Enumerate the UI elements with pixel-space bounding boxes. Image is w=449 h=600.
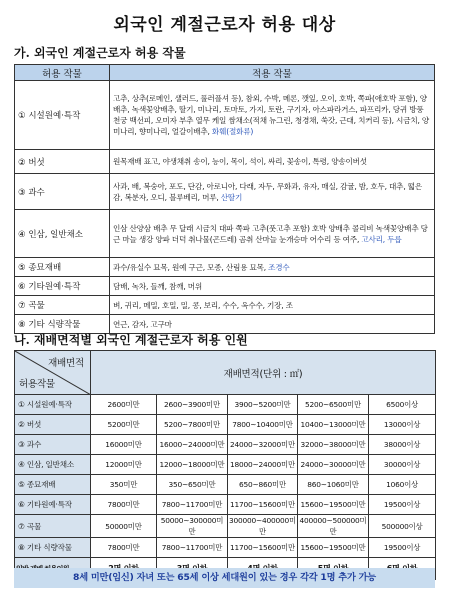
crop-list-highlight: 산딸기 — [220, 192, 243, 202]
row-label: ① 시설원예·특작 — [15, 395, 91, 415]
area-cell: 350~650미만 — [157, 475, 228, 495]
crops-table — [14, 64, 435, 334]
area-cell: 16000~24000미만 — [157, 435, 228, 455]
crop-list-text: 고추, 상추(로메인, 샐러드, 풀러플셔 등), 참외, 수박, 메론, 깻잎, 오이, 호박, 쪽파(애호박 포함), 양배추, 녹색꽃양배추, 딸기, 미나리, 토마토, 가지, 토란, 구기자, 아스파라거스, 파프리카, 당귀 방풍 천궁 백선피, 오미자 부추 열무 케일 쌈채소(적채 뉴그린, 청경채, 쑥갓, 근대, 치커리 등), 시금치, 양미나리, 향미나리, 얼갈이배추, — [113, 94, 430, 136]
table-row — [15, 455, 436, 475]
area-cell: 300000~400000미만 — [229, 516, 296, 536]
area-cell: 24000~32000미만 — [228, 435, 298, 455]
area-cell: 11700~15600미만 — [228, 538, 298, 558]
area-cell: 350미만 — [91, 475, 157, 495]
area-cell: 7800~11700미만 — [157, 538, 228, 558]
section-heading-crops: 가. 외국인 계절근로자 허용 작물 — [14, 46, 186, 60]
area-cell: 32000~38000미만 — [298, 435, 369, 455]
table-row — [15, 538, 436, 558]
area-cell: 19500이상 — [369, 538, 436, 558]
area-cell: 7800~10400미만 — [228, 415, 298, 435]
crop-list — [110, 210, 435, 258]
section-heading-area: 나. 재배면적별 외국인 계절근로자 허용 인원 — [14, 333, 248, 347]
header-crop: 허용 작물 — [15, 65, 110, 81]
table-row — [15, 515, 436, 538]
row-label: ⑦ 곡물 — [15, 515, 91, 538]
footnote-banner: 8세 미만(임신) 자녀 또는 65세 이상 세대원이 있는 경우 각각 1명 추가 가능 — [14, 568, 435, 588]
area-cell: 30000이상 — [369, 455, 436, 475]
crop-list-text: 벼, 귀리, 메밀, 호밀, 밀, 콩, 보리, 수수, 옥수수, 기장, 조 — [113, 300, 293, 310]
area-cell: 18000~24000미만 — [228, 455, 298, 475]
area-cell: 15600~19500미만 — [298, 495, 369, 515]
row-label: ⑧ 기타 식량작물 — [15, 538, 91, 558]
area-cell: 5200~7800미만 — [157, 415, 228, 435]
table-row — [15, 258, 435, 277]
table-row — [15, 435, 436, 455]
row-label: ⑤ 종묘재배 — [15, 475, 91, 495]
crop-list-text: 사과, 배, 복숭아, 포도, 단감, 아로니아, 다래, 자두, 무화과, 유자, 매실, 감귤, 밤, 호두, 대추, 떫은감, 복분자, 오디, 블루베리, 머루, — [113, 181, 423, 202]
area-header: 재배면적(단위 : ㎡) — [91, 351, 436, 395]
crop-list — [110, 296, 435, 315]
corner-cell — [15, 351, 91, 395]
area-cell: 3900~5200미만 — [228, 395, 298, 415]
area-cell: 38000이상 — [369, 435, 436, 455]
crop-name: ⑧ 기타 식량작물 — [15, 315, 110, 334]
crop-list-text: 원목재배 표고, 야생채취 송이, 능이, 목이, 석이, 싸리, 꽃송이, 톡령, 양송이버섯 — [113, 157, 367, 166]
area-table-header — [15, 351, 436, 395]
area-cell: 500000이상 — [369, 515, 436, 538]
area-cell: 19500이상 — [369, 495, 436, 515]
crop-name: ⑦ 곡물 — [15, 296, 110, 315]
area-table — [14, 350, 436, 580]
area-cell: 7800미만 — [91, 495, 157, 515]
area-cell: 2600미만 — [91, 395, 157, 415]
row-label: ④ 인삼, 일반채소 — [15, 455, 91, 475]
table-row — [15, 296, 435, 315]
row-label: ⑥ 기타원예·특작 — [15, 495, 91, 515]
crop-name: ② 버섯 — [15, 150, 110, 174]
table-row — [15, 174, 435, 210]
crop-list — [110, 277, 435, 296]
row-label: ③ 과수 — [15, 435, 91, 455]
area-cell: 13000이상 — [369, 415, 436, 435]
area-cell: 50000미만 — [91, 515, 157, 538]
row-label: ② 버섯 — [15, 415, 91, 435]
area-cell: 7800~11700미만 — [157, 495, 228, 515]
area-cell: 12000~18000미만 — [157, 455, 228, 475]
crop-name: ⑤ 종묘재배 — [15, 258, 110, 277]
crop-list-text: 인삼 산양삼 배추 무 달래 시금치 대파 쪽파 고추(풋고추 포함) 호박 양배추 콜리비 녹색꽃양배추 당근 마늘 생강 양파 더덕 취나물(곤드레) 곰취 산마늘 눈개승마 어수리 등 여주, — [113, 223, 428, 244]
crop-name: ③ 과수 — [15, 174, 110, 210]
area-cell: 15600~19500미만 — [298, 538, 369, 558]
crop-list — [110, 81, 435, 150]
crop-list-text: 연근, 감자, 고구마 — [113, 319, 172, 329]
area-cell: 24000~30000미만 — [298, 455, 369, 475]
area-cell: 650~860미만 — [228, 475, 298, 495]
crop-name: ⑥ 기타원예·특작 — [15, 277, 110, 296]
area-cell: 5200~6500미만 — [298, 395, 369, 415]
crop-list-text: 과수/유실수 묘목, 원예 구근, 모종, 산림용 묘목, — [113, 262, 266, 272]
crop-name: ① 시설원예·특작 — [15, 81, 110, 150]
area-cell: 860~1060미만 — [298, 475, 369, 495]
crop-list-text: 담배, 녹차, 들깨, 참깨, 머위 — [113, 281, 203, 291]
area-cell: 50000~300000미만 — [157, 515, 228, 538]
area-cell: 400000~500000미만 — [298, 515, 369, 538]
crop-list-highlight: 조경수 — [268, 262, 290, 272]
table-row — [15, 475, 436, 495]
table-row — [15, 150, 435, 174]
crop-list-highlight: 화훼(절화류) — [211, 127, 254, 136]
table-row — [15, 81, 435, 150]
area-cell: 7800미만 — [91, 538, 157, 558]
area-cell: 1060이상 — [369, 475, 436, 495]
table-row — [15, 395, 436, 415]
crop-name: ④ 인삼, 일반채소 — [15, 210, 110, 258]
area-cell: 5200미만 — [91, 415, 157, 435]
crop-list-highlight: 고사리, 두릅 — [361, 234, 402, 244]
table-row — [15, 415, 436, 435]
area-cell: 10400~13000미만 — [298, 415, 369, 435]
crop-list — [110, 258, 435, 277]
area-cell: 6500이상 — [369, 395, 436, 415]
crops-table-header — [15, 65, 435, 81]
corner-bottom-label: 허용작물 — [19, 379, 55, 390]
table-row — [15, 277, 435, 296]
table-row — [15, 495, 436, 515]
corner-top-label: 재배면적 — [48, 358, 84, 369]
header-applied-crops: 적용 작물 — [110, 65, 435, 81]
crop-list — [110, 150, 435, 174]
crop-list — [110, 174, 435, 210]
area-cell: 2600~3900미만 — [157, 395, 228, 415]
area-cell: 16000미만 — [91, 435, 157, 455]
area-cell: 12000미만 — [91, 455, 157, 475]
table-row — [15, 210, 435, 258]
page-title: 외국인 계절근로자 허용 대상 — [113, 15, 336, 35]
area-cell: 11700~15600미만 — [228, 495, 298, 515]
